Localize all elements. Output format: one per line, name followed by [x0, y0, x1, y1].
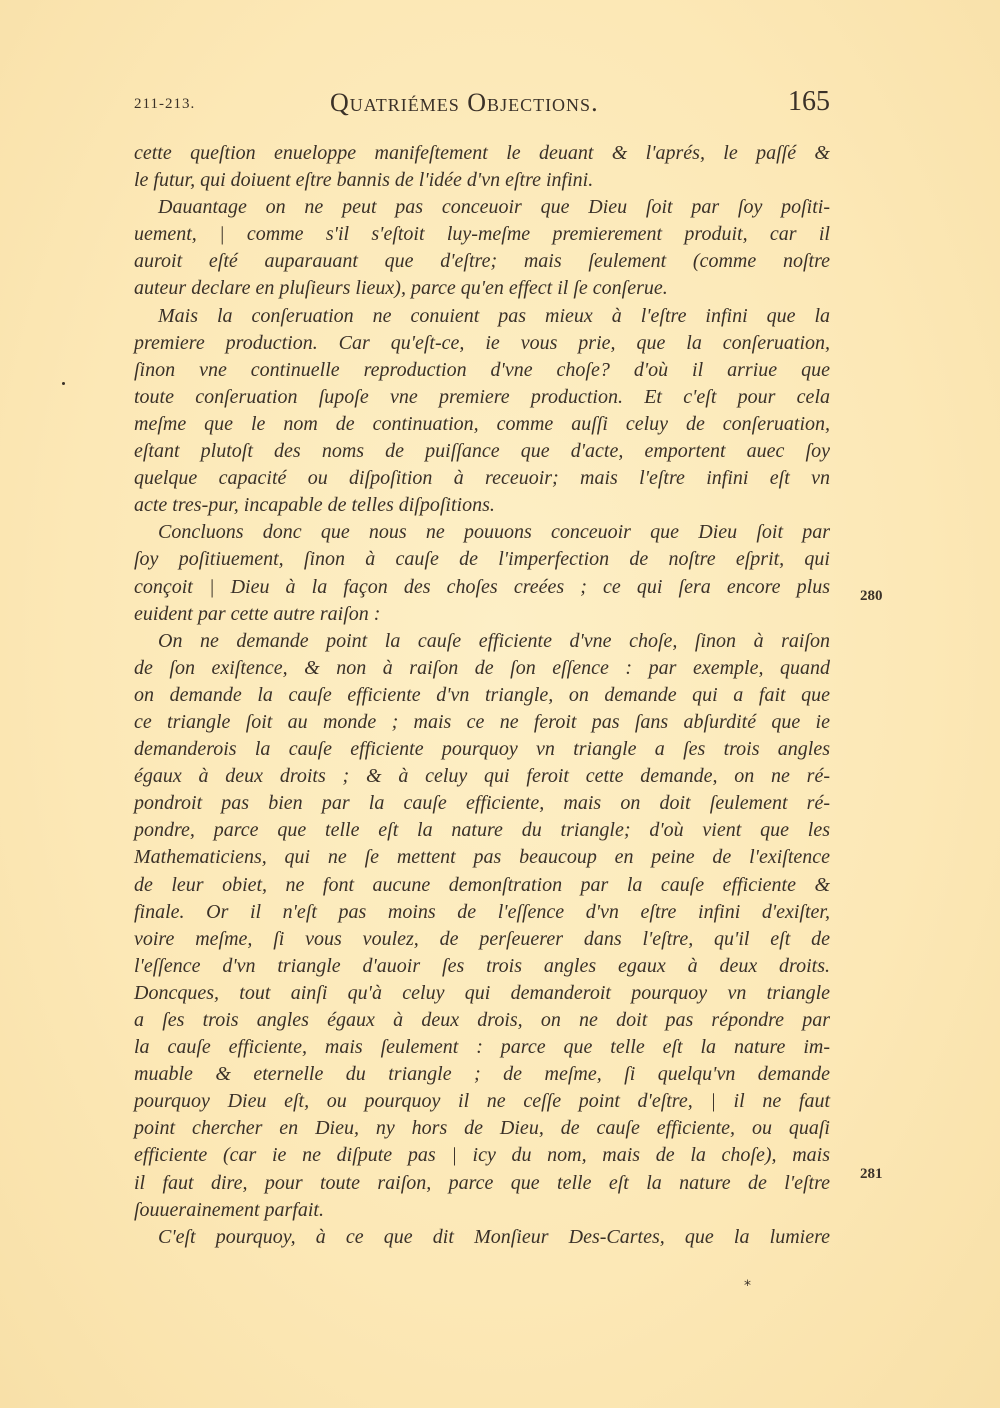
- text-line: l'eſſence d'vn triangle d'auoir ſes trois angles egaux à deux droits.: [134, 954, 830, 977]
- running-header: [134, 88, 830, 128]
- text-line: de leur obiet, ne font aucune demonſtration par la cauſe efficiente &: [134, 873, 830, 896]
- signature-mark: *: [744, 1278, 751, 1294]
- text-line: efficiente (car ie ne diſpute pas | icy du nom, mais de la choſe), mais: [134, 1144, 830, 1167]
- text-line: toute conſeruation ſupoſe vne premiere production. Et c'eſt pour cela: [134, 385, 830, 408]
- text-line: ſouuerainement parfait.: [134, 1198, 324, 1221]
- text-line: Dauantage on ne peut pas conceuoir que Dieu ſoit par ſoy poſiti-: [158, 196, 830, 219]
- text-line: ce triangle ſoit au monde ; mais ce ne feroit pas ſans abſurdité que ie: [134, 710, 830, 733]
- page-range: 211-213.: [134, 96, 196, 112]
- text-line: ſinon vne continuelle reproduction d'vne choſe? d'où il arriue que: [134, 358, 830, 381]
- text-line: a ſes trois angles égaux à deux drois, on ne doit pas répondre par: [134, 1009, 830, 1031]
- text-line: auteur declare en pluſieurs lieux), parce qu'en effect il ſe conſerue.: [134, 277, 668, 300]
- text-line: finale. Or il n'eſt pas moins de l'eſſence d'vn eſtre infini d'exiſter,: [134, 900, 830, 923]
- text-line: C'eſt pourquoy, à ce que dit Monſieur Des-Cartes, que la lumiere: [158, 1225, 830, 1248]
- text-line: eſtant plutoſt des noms de puiſſance que d'acte, emportent auec ſoy: [134, 440, 830, 463]
- section-title: Quatriémes Objections.: [330, 88, 599, 117]
- text-line: auroit eſté auparauant que d'eſtre; mais ſeulement (comme noſtre: [134, 250, 830, 273]
- text-line: uement, | comme s'il s'eſtoit luy-meſme premierement produit, car il: [134, 223, 830, 246]
- text-line: Mathematiciens, qui ne ſe mettent pas beaucoup en peine de l'exiſtence: [134, 846, 830, 869]
- ink-speck: [62, 382, 65, 385]
- text-line: On ne demande point la cauſe efficiente d'vne choſe, ſinon à raiſon: [158, 629, 830, 652]
- page-number: 165: [788, 86, 830, 117]
- text-line: Doncques, tout ainſi qu'à celuy qui demanderoit pourquoy vn triangle: [134, 981, 830, 1004]
- text-line: de ſon exiſtence, & non à raiſon de ſon eſſence : par exemple, quand: [134, 656, 830, 679]
- text-line: le futur, qui doiuent eſtre bannis de l'idée d'vn eſtre infini.: [134, 169, 594, 192]
- text-line: premiere production. Car qu'eſt-ce, ie vous prie, que la conſeruation,: [134, 331, 830, 354]
- text-line: ſoy poſitiuement, ſinon à cauſe de l'imperfection de noſtre eſprit, qui: [134, 548, 830, 571]
- text-line: Mais la conſeruation ne conuient pas mieux à l'eſtre infini que la: [158, 304, 830, 327]
- body-text: [134, 140, 830, 1251]
- text-line: pondre, parce que telle eſt la nature du triangle; d'où vient que les: [134, 819, 830, 842]
- text-line: conçoit | Dieu à la façon des choſes creées ; ce qui ſera encore plus: [134, 575, 830, 598]
- margin-note-281: 281: [860, 1166, 883, 1182]
- text-line: égaux à deux droits ; & à celuy qui feroit cette demande, on ne ré-: [134, 765, 830, 788]
- text-line: pondroit pas bien par la cauſe efficiente, mais on doit ſeulement ré-: [134, 792, 830, 815]
- text-line: acte tres-pur, incapable de telles diſpoſitions.: [134, 494, 495, 517]
- text-line: quelque capacité ou diſpoſition à receuoir; mais l'eſtre infini eſt vn: [134, 467, 830, 490]
- margin-note-280: 280: [860, 588, 883, 604]
- text-line: on demande la cauſe efficiente d'vn triangle, on demande qui a fait que: [134, 683, 830, 706]
- text-line: voire meſme, ſi vous voulez, de perſeuerer dans l'eſtre, qu'il eſt de: [134, 927, 830, 950]
- text-line: il faut dire, pour toute raiſon, parce que telle eſt la nature de l'eſtre: [134, 1171, 830, 1194]
- text-line: point chercher en Dieu, ny hors de Dieu, de cauſe efficiente, ou quaſi: [134, 1117, 830, 1140]
- text-line: euident par cette autre raiſon :: [134, 602, 381, 625]
- text-line: cette queſtion enueloppe manifeſtement le deuant & l'aprés, le paſſé &: [134, 142, 830, 164]
- text-line: la cauſe efficiente, mais ſeulement : parce que telle eſt la nature im-: [134, 1036, 830, 1059]
- text-line: meſme que le nom de continuation, comme auſſi celuy de conſeruation,: [134, 412, 830, 435]
- text-line: muable & eternelle du triangle ; de meſme, ſi quelqu'vn demande: [134, 1063, 830, 1086]
- text-line: Concluons donc que nous ne pouuons conceuoir que Dieu ſoit par: [158, 521, 830, 544]
- text-line: demanderois la cauſe efficiente pourquoy vn triangle a ſes trois angles: [134, 738, 830, 761]
- text-line: pourquoy Dieu eſt, ou pourquoy il ne ceſſe point d'eſtre, | il ne faut: [134, 1090, 830, 1113]
